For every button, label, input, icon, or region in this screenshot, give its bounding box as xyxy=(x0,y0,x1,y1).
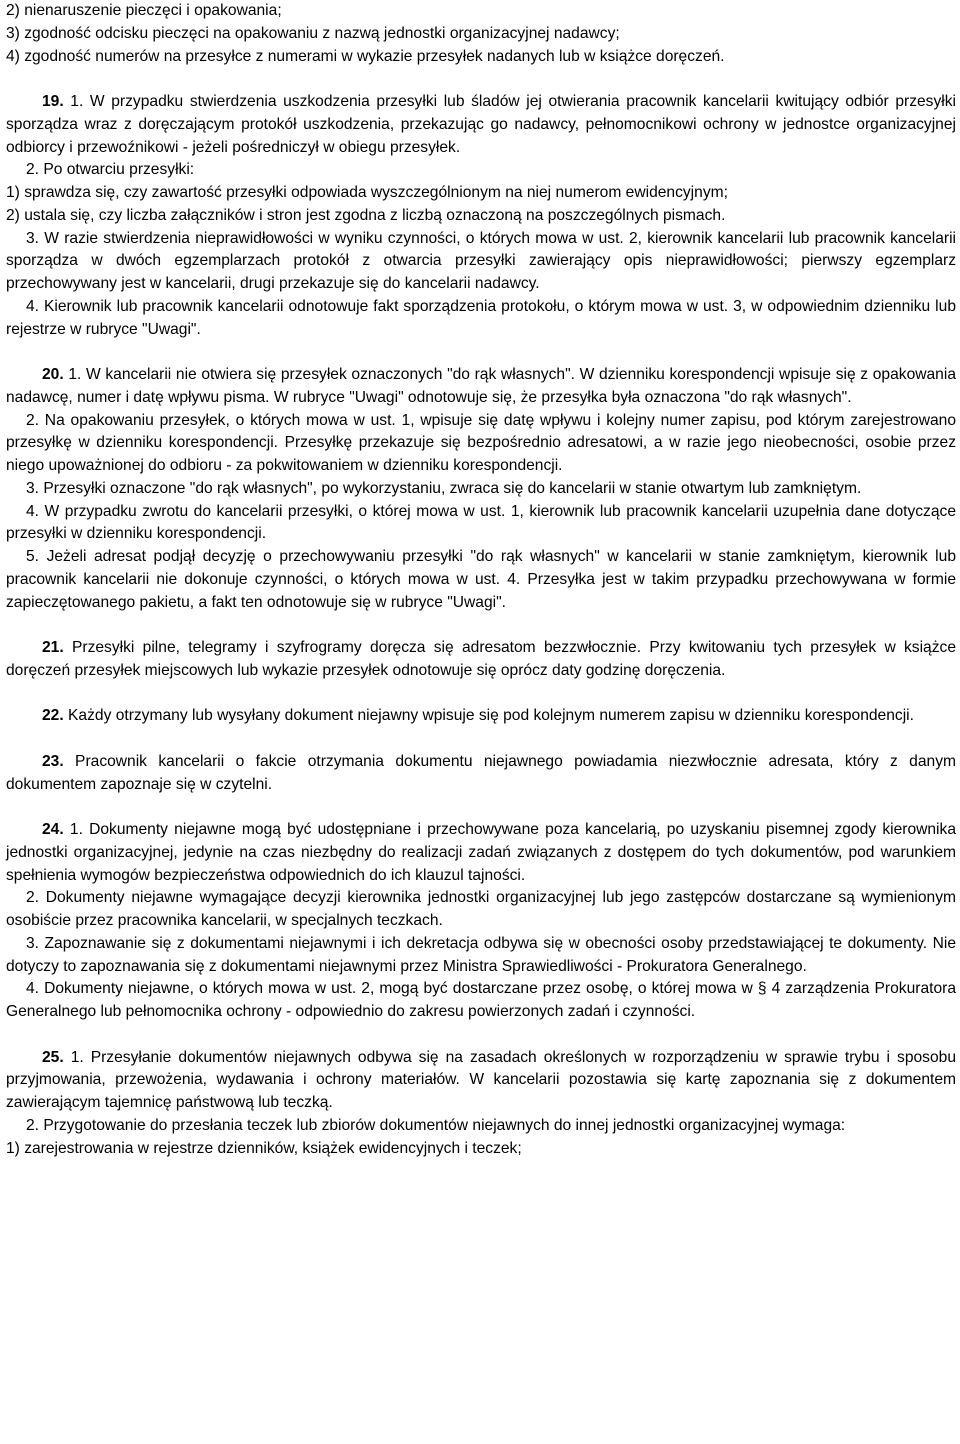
paragraph-text: 2. Dokumenty niejawne wymagające decyzji kierownika jednostki organizacyjnej lub jego zastępców dostarczane są wymienionym osobiście przez pracownika kancelarii, w specjalnych teczkach. xyxy=(6,889,956,929)
paragraph xyxy=(6,46,956,69)
paragraph-text: 4. W przypadku zwrotu do kancelarii przesyłki, o której mowa w ust. 1, kierownik lub pracownik kancelarii uzupełnia dane dotyczące przesyłki w dzienniku korespondencji. xyxy=(6,502,956,543)
paragraph xyxy=(6,933,956,979)
paragraph xyxy=(6,1138,956,1161)
section-paragraph xyxy=(6,751,956,797)
section-paragraph xyxy=(6,364,956,410)
paragraph xyxy=(6,228,956,296)
paragraph-text: Każdy otrzymany lub wysyłany dokument niejawny wpisuje się pod kolejnym numerem zapisu w dzienniku korespondencji. xyxy=(63,707,914,725)
paragraph-text: 2) nienaruszenie pieczęci i opakowania; xyxy=(6,2,282,19)
paragraph-text: 3. W razie stwierdzenia nieprawidłowości w wyniku czynności, o których mowa w ust. 2, kierownik kancelarii lub pracownik kancelarii sporządza w dwóch egzemplarzach protokół z otwarcia przesyłki zawierający opis nieprawidłowości; pierwszy egzemplarz przechowywany jest w kancelarii, drugi przekazuje się do kancelarii nadawcy. xyxy=(6,229,956,292)
paragraph-text: Przesyłki pilne, telegramy i szyfrogramy doręcza się adresatom bezzwłocznie. Przy kwitowaniu tych przesyłek w książce doręczeń przesyłek miejscowych lub wykazie przesyłek odnotowuje się oprócz daty godzinę doręczenia. xyxy=(6,639,956,679)
paragraph xyxy=(6,978,956,1024)
section-number: 20. xyxy=(42,366,64,383)
section-paragraph xyxy=(6,637,956,683)
section-paragraph xyxy=(6,1047,956,1115)
paragraph-text: Pracownik kancelarii o fakcie otrzymania dokumentu niejawnego powiadamia niezwłocznie adresata, który z danym dokumentem zapoznaje się w czytelni. xyxy=(6,752,956,793)
paragraph xyxy=(6,23,956,46)
paragraph-text: 1) zarejestrowania w rejestrze dzienników, książek ewidencyjnych i teczek; xyxy=(6,1139,522,1157)
paragraph-text: 1) sprawdza się, czy zawartość przesyłki odpowiada wyszczególnionym na niej numerom ewidencyjnym; xyxy=(6,184,728,201)
paragraph-text: 5. Jeżeli adresat podjął decyzję o przechowywaniu przesyłki "do rąk własnych" w kancelarii w stanie zamkniętym, kierownik lub pracownik kancelarii nie dokonuje czynności, o których mowa w ust. 4. Przesyłka jest w takim przypadku przechowywana w formie zapieczętowanego pakietu, a fakt ten odnotowuje się w rubryce "Uwagi". xyxy=(6,548,956,611)
section-number: 24. xyxy=(42,821,64,838)
section-paragraph xyxy=(6,819,956,887)
paragraph xyxy=(6,0,956,23)
section-number: 19. xyxy=(42,93,64,110)
section-paragraph xyxy=(6,705,956,728)
paragraph-text: 3) zgodność odcisku pieczęci na opakowaniu z nazwą jednostki organizacyjnej nadawcy; xyxy=(6,24,620,42)
paragraph xyxy=(6,296,956,342)
paragraph xyxy=(6,410,956,478)
paragraph-text: 2) ustala się, czy liczba załączników i stron jest zgodna z liczbą oznaczoną na poszczególnych pismach. xyxy=(6,206,726,224)
section-number: 22. xyxy=(42,707,64,725)
paragraph-text: 1. Przesyłanie dokumentów niejawnych odbywa się na zasadach określonych w rozporządzeniu w sprawie trybu i sposobu przyjmowania, przewożenia, wydawania i ochrony materiałów. W kancelarii pozostawia się kartę zapoznania się z dokumentem zawierającym tajemnicę państwową lub teczką. xyxy=(6,1048,956,1111)
paragraph-text: 2. Na opakowaniu przesyłek, o których mowa w ust. 1, wpisuje się datę wpływu i kolejny numer zapisu, pod którym zarejestrowano przesyłkę w dzienniku korespondencji. Przesyłkę przekazuje się bezpośrednio adresatowi, a w razie jego nieobecności, osobie przez niego upoważnionej do odbioru - za pokwitowaniem w dzienniku korespondencji. xyxy=(6,411,956,474)
paragraph xyxy=(6,546,956,614)
section-number: 21. xyxy=(42,639,64,656)
paragraph-text: 1. W przypadku stwierdzenia uszkodzenia przesyłki lub śladów jej otwierania pracownik kancelarii kwitujący odbiór przesyłki sporządza wraz z doręczającym protokół uszkodzenia, przekazując go nadawcy, pełnomocnikowi ochrony w jednostce organizacyjnej odbiorcy i przewoźnikowi - jeżeli pośredniczył w obiegu przesyłek. xyxy=(6,93,956,156)
paragraph-text: 1. Dokumenty niejawne mogą być udostępniane i przechowywane poza kancelarią, po uzyskaniu pisemnej zgody kierownika jednostki organizacyjnej, jedynie na czas niezbędny do realizacji zadań związanych z dostępem do tych dokumentów, pod warunkiem spełnienia wymogów bezpieczeństwa odpowiednich do ich klauzul tajności. xyxy=(6,821,956,884)
paragraph-text: 4. Dokumenty niejawne, o których mowa w ust. 2, mogą być dostarczane przez osobę, o której mowa w § 4 zarządzenia Prokuratora Generalnego lub pełnomocnika ochrony - odpowiednio do zakresu powierzonych zadań i czynności. xyxy=(6,980,956,1020)
paragraph xyxy=(6,205,956,228)
paragraph xyxy=(6,887,956,933)
paragraph-text: 3. Zapoznawanie się z dokumentami niejawnymi i ich dekretacja odbywa się w obecności osoby przedstawiającej te dokumenty. Nie dotyczy to zapoznawania się z dokumentami niejawnymi przez Ministra Sprawiedliwości - Prokuratora Generalnego. xyxy=(6,934,956,975)
section-number: 23. xyxy=(42,752,64,770)
section-paragraph xyxy=(6,91,956,159)
paragraph xyxy=(6,501,956,547)
paragraph-text: 4. Kierownik lub pracownik kancelarii odnotowuje fakt sporządzenia protokołu, o którym mowa w ust. 3, w odpowiednim dzienniku lub rejestrze w rubryce "Uwagi". xyxy=(6,297,956,338)
paragraph-text: 2. Przygotowanie do przesłania teczek lub zbiorów dokumentów niejawnych do innej jednostki organizacyjnej wymaga: xyxy=(26,1116,846,1134)
paragraph xyxy=(6,478,956,501)
paragraph xyxy=(6,159,956,182)
paragraph xyxy=(6,182,956,205)
paragraph-text: 1. W kancelarii nie otwiera się przesyłek oznaczonych "do rąk własnych". W dzienniku korespondencji wpisuje się z opakowania nadawcę, numer i datę wpływu pisma. W rubryce "Uwagi" odnotowuje się, że przesyłka była oznaczona "do rąk własnych". xyxy=(6,366,956,406)
paragraph-text: 4) zgodność numerów na przesyłce z numerami w wykazie przesyłek nadanych lub w książce doręczeń. xyxy=(6,47,725,65)
paragraph-text: 3. Przesyłki oznaczone "do rąk własnych", po wykorzystaniu, zwraca się do kancelarii w stanie otwartym lub zamkniętym. xyxy=(26,479,862,497)
paragraph xyxy=(6,1115,956,1138)
paragraph-text: 2. Po otwarciu przesyłki: xyxy=(26,161,195,179)
section-number: 25. xyxy=(42,1048,64,1066)
